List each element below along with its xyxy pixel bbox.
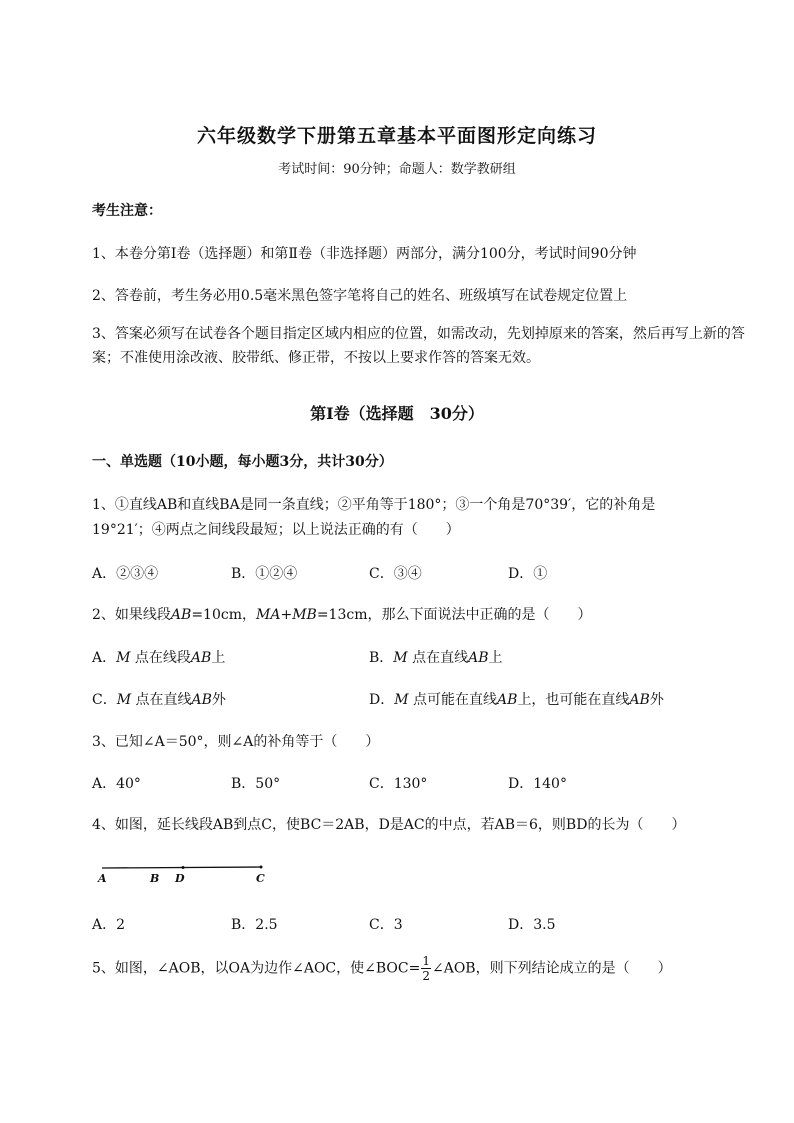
q4-segment-figure xyxy=(95,860,275,886)
q1-option-a: A．②③④ xyxy=(92,566,159,582)
q2-stem: 2、如果线段AB=10cm，MA+MB=13cm，那么下面说法中正确的是（ ） xyxy=(92,607,592,623)
q4-option-a: A．2 xyxy=(92,917,126,933)
q2-option-b: B．M 点在直线AB上 xyxy=(369,650,503,666)
notice-item-3: 3、答案必须写在试卷各个题目指定区域内相应的位置，如需改动，先划掉原来的答案，然后再写上新的答案；不准使用涂改液、胶带纸、修正带，不按以上要求作答的答案无效。 xyxy=(92,326,745,366)
q2-option-a: A．M 点在线段AB上 xyxy=(92,650,226,666)
point-label-c: C xyxy=(256,872,265,885)
notice-item-2: 2、答卷前，考生务必用0.5毫米黑色签字笔将自己的姓名、班级填写在试卷规定位置上 xyxy=(92,288,628,304)
q4-stem: 4、如图，延长线段AB到点C，使BC＝2AB，D是AC的中点，若AB＝6，则BD的长为（ ） xyxy=(92,817,686,833)
q3-option-b: B．50° xyxy=(231,776,281,792)
q4-option-c: C．3 xyxy=(369,917,403,933)
point-label-a: A xyxy=(98,872,107,885)
q3-stem: 3、已知∠A＝50°，则∠A的补角等于（ ） xyxy=(92,734,380,750)
exam-info: 考试时间：90分钟；命题人：数学教研组 xyxy=(278,162,516,177)
notice-item-1: 1、本卷分第I卷（选择题）和第Ⅱ卷（非选择题）两部分，满分100分，考试时间90分钟 xyxy=(92,246,637,262)
q2-option-d: D．M 点可能在直线AB上，也可能在直线AB外 xyxy=(369,692,664,708)
section-heading: 一、单选题（10小题，每小题3分，共计30分） xyxy=(92,454,393,470)
q2-option-c: C．M 点在直线AB外 xyxy=(92,692,226,708)
q5-stem: 5、如图，∠AOB，以OA为边作∠AOC，使∠BOC= $\frac{1}{2}$ ∠AOB，则下列结论成立的是（ ） xyxy=(92,954,672,983)
q4-option-b: B．2.5 xyxy=(231,917,278,933)
q4-option-d: D．3.5 xyxy=(508,917,556,933)
notice-heading: 考生注意： xyxy=(92,203,162,219)
q3-option-c: C．130° xyxy=(369,776,428,792)
page-title: 六年级数学下册第五章基本平面图形定向练习 xyxy=(196,125,597,147)
q1-option-c: C．③④ xyxy=(369,566,422,582)
point-d-dot xyxy=(182,866,185,869)
q1-option-d: D．① xyxy=(508,566,548,582)
q3-option-a: A．40° xyxy=(92,776,141,792)
q3-option-d: D．140° xyxy=(508,776,567,792)
part-title: 第I卷（选择题 30分） xyxy=(310,404,484,423)
q1-option-b: B．①②④ xyxy=(231,566,298,582)
point-label-b: B xyxy=(150,872,160,885)
q1-stem-line1: 1、①直线AB和直线BA是同一条直线；②平角等于180°；③一个角是70°39′，它的补角是 xyxy=(92,497,656,513)
q1-stem-line2: 19°21′；④两点之间线段最短；以上说法正确的有（ ） xyxy=(92,522,460,538)
fraction-one-half: $\frac{1}{2}$ xyxy=(422,954,430,983)
point-label-d: D xyxy=(175,872,185,885)
point-c-dot xyxy=(260,866,263,869)
